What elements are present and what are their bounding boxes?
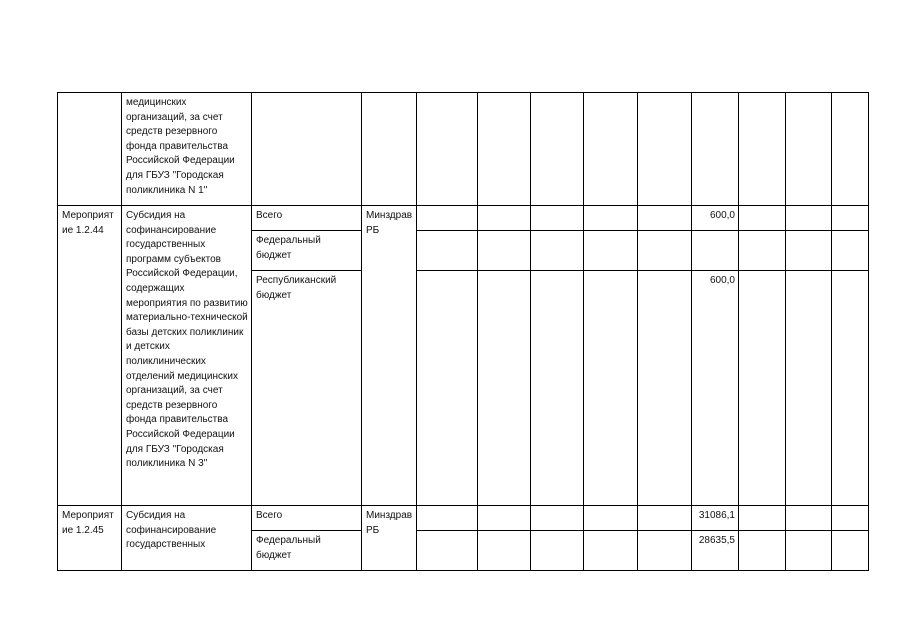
source-cell: Республиканский бюджет (252, 271, 362, 506)
table-row (58, 506, 869, 531)
table-row (58, 206, 869, 231)
source-cell: Всего (252, 506, 362, 531)
source-cell: Всего (252, 206, 362, 231)
value-cell: 28635,5 (692, 531, 739, 571)
description-cell: Субсидия на софинансирование государственных программ субъектов Российской Федерации, содержащих мероприятия по развитию материально-технической базы детских поликлиник и детских поликлинических отделений медицинских организаций, за счет средств резервного фонда правительства Российской Федерации для ГБУЗ "Городская поликлиника N 3" (122, 206, 252, 506)
value-cell: 600,0 (692, 206, 739, 231)
executor-cell: Минздрав РБ (362, 506, 417, 571)
measure-cell (58, 93, 122, 206)
value-cell: 31086,1 (692, 506, 739, 531)
financing-table (57, 92, 869, 571)
executor-cell: Минздрав РБ (362, 206, 417, 506)
description-cell: Субсидия на софинансирование государственных (122, 506, 252, 571)
source-cell: Федеральный бюджет (252, 231, 362, 271)
value-cell (692, 231, 739, 271)
value-cell: 600,0 (692, 271, 739, 506)
source-cell: Федеральный бюджет (252, 531, 362, 571)
description-cell: медицинских организаций, за счет средств резервного фонда правительства Российской Федерации для ГБУЗ "Городская поликлиника N 1" (122, 93, 252, 206)
table-row (58, 93, 869, 206)
measure-cell: Мероприятие 1.2.44 (58, 206, 122, 506)
measure-cell: Мероприятие 1.2.45 (58, 506, 122, 571)
